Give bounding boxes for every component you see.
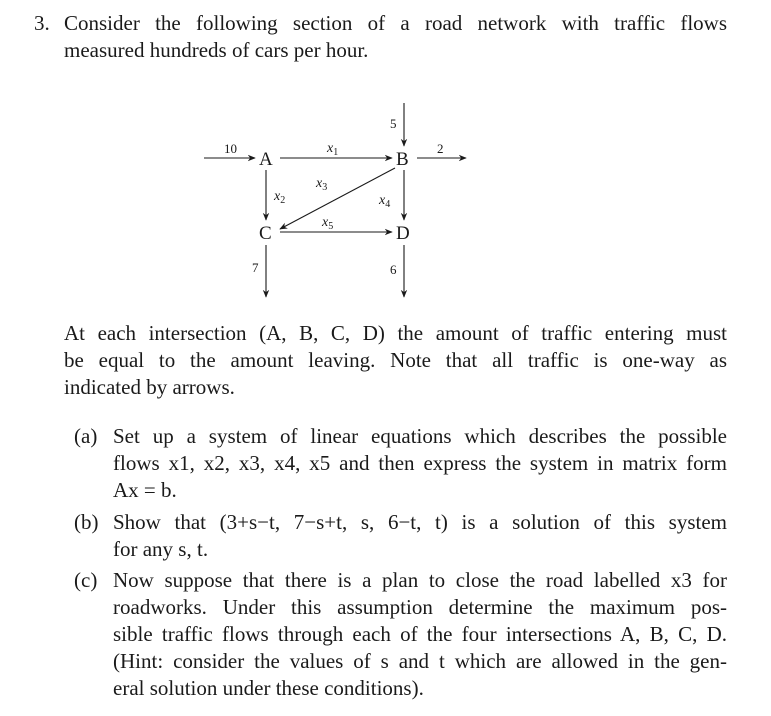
part-c-label: (c): [74, 568, 98, 592]
part-c-line-5: eral solution under these conditions).: [113, 676, 424, 700]
part-a-line-3: Ax = b.: [113, 478, 177, 502]
part-c-line-3: sible traffic flows through each of the four intersections A, B, C, D.: [113, 622, 727, 646]
flow-into-a: 10: [224, 141, 237, 156]
intro-line-1: Consider the following section of a road network with traffic flows: [64, 11, 727, 35]
label-x2: $x_2$: [274, 189, 286, 206]
flow-out-of-d: 6: [390, 262, 397, 277]
part-c-line-4: (Hint: consider the values of s and t which are allowed in the gen-: [113, 649, 727, 673]
rule-line-2: be equal to the amount leaving. Note that all traffic is one-way as: [64, 348, 727, 372]
part-c-line-1: Now suppose that there is a plan to close the road labelled x3 for: [113, 568, 727, 592]
node-d: D: [396, 223, 410, 244]
node-a: A: [259, 149, 273, 170]
part-b-line-1: Show that (3+s−t, 7−s+t, s, 6−t, t) is a solution of this system: [113, 510, 727, 534]
part-a-line-2: flows x1, x2, x3, x4, x5 and then express the system in matrix form: [113, 451, 727, 475]
label-x1: $x_1$: [327, 141, 339, 158]
part-c-text: [113, 567, 727, 702]
flow-out-of-b: 2: [437, 141, 444, 156]
node-b: B: [396, 149, 409, 170]
flow-out-of-c: 7: [252, 260, 259, 275]
label-x3: $x_3$: [316, 176, 328, 193]
label-x5: $x_5$: [322, 215, 334, 232]
part-b-line-2: for any s, t.: [113, 537, 209, 561]
rule-line-1: At each intersection (A, B, C, D) the amount of traffic entering must: [64, 321, 727, 345]
flow-into-b: 5: [390, 116, 397, 131]
rule-paragraph: [64, 320, 727, 401]
road-x3: [280, 168, 395, 229]
part-b-text: [113, 509, 727, 563]
part-a-line-1: Set up a system of linear equations which describes the possible: [113, 424, 727, 448]
intro-line-2: measured hundreds of cars per hour.: [64, 38, 369, 62]
label-x4: $x_4$: [379, 193, 391, 210]
node-c: C: [259, 223, 272, 244]
rule-line-3: indicated by arrows.: [64, 375, 235, 399]
part-a-text: [113, 423, 727, 504]
part-a-label: (a): [74, 424, 98, 448]
part-b-label: (b): [74, 510, 99, 534]
part-c-line-2: roadworks. Under this assumption determine the maximum pos-: [113, 595, 727, 619]
problem-number: 3.: [34, 11, 50, 35]
